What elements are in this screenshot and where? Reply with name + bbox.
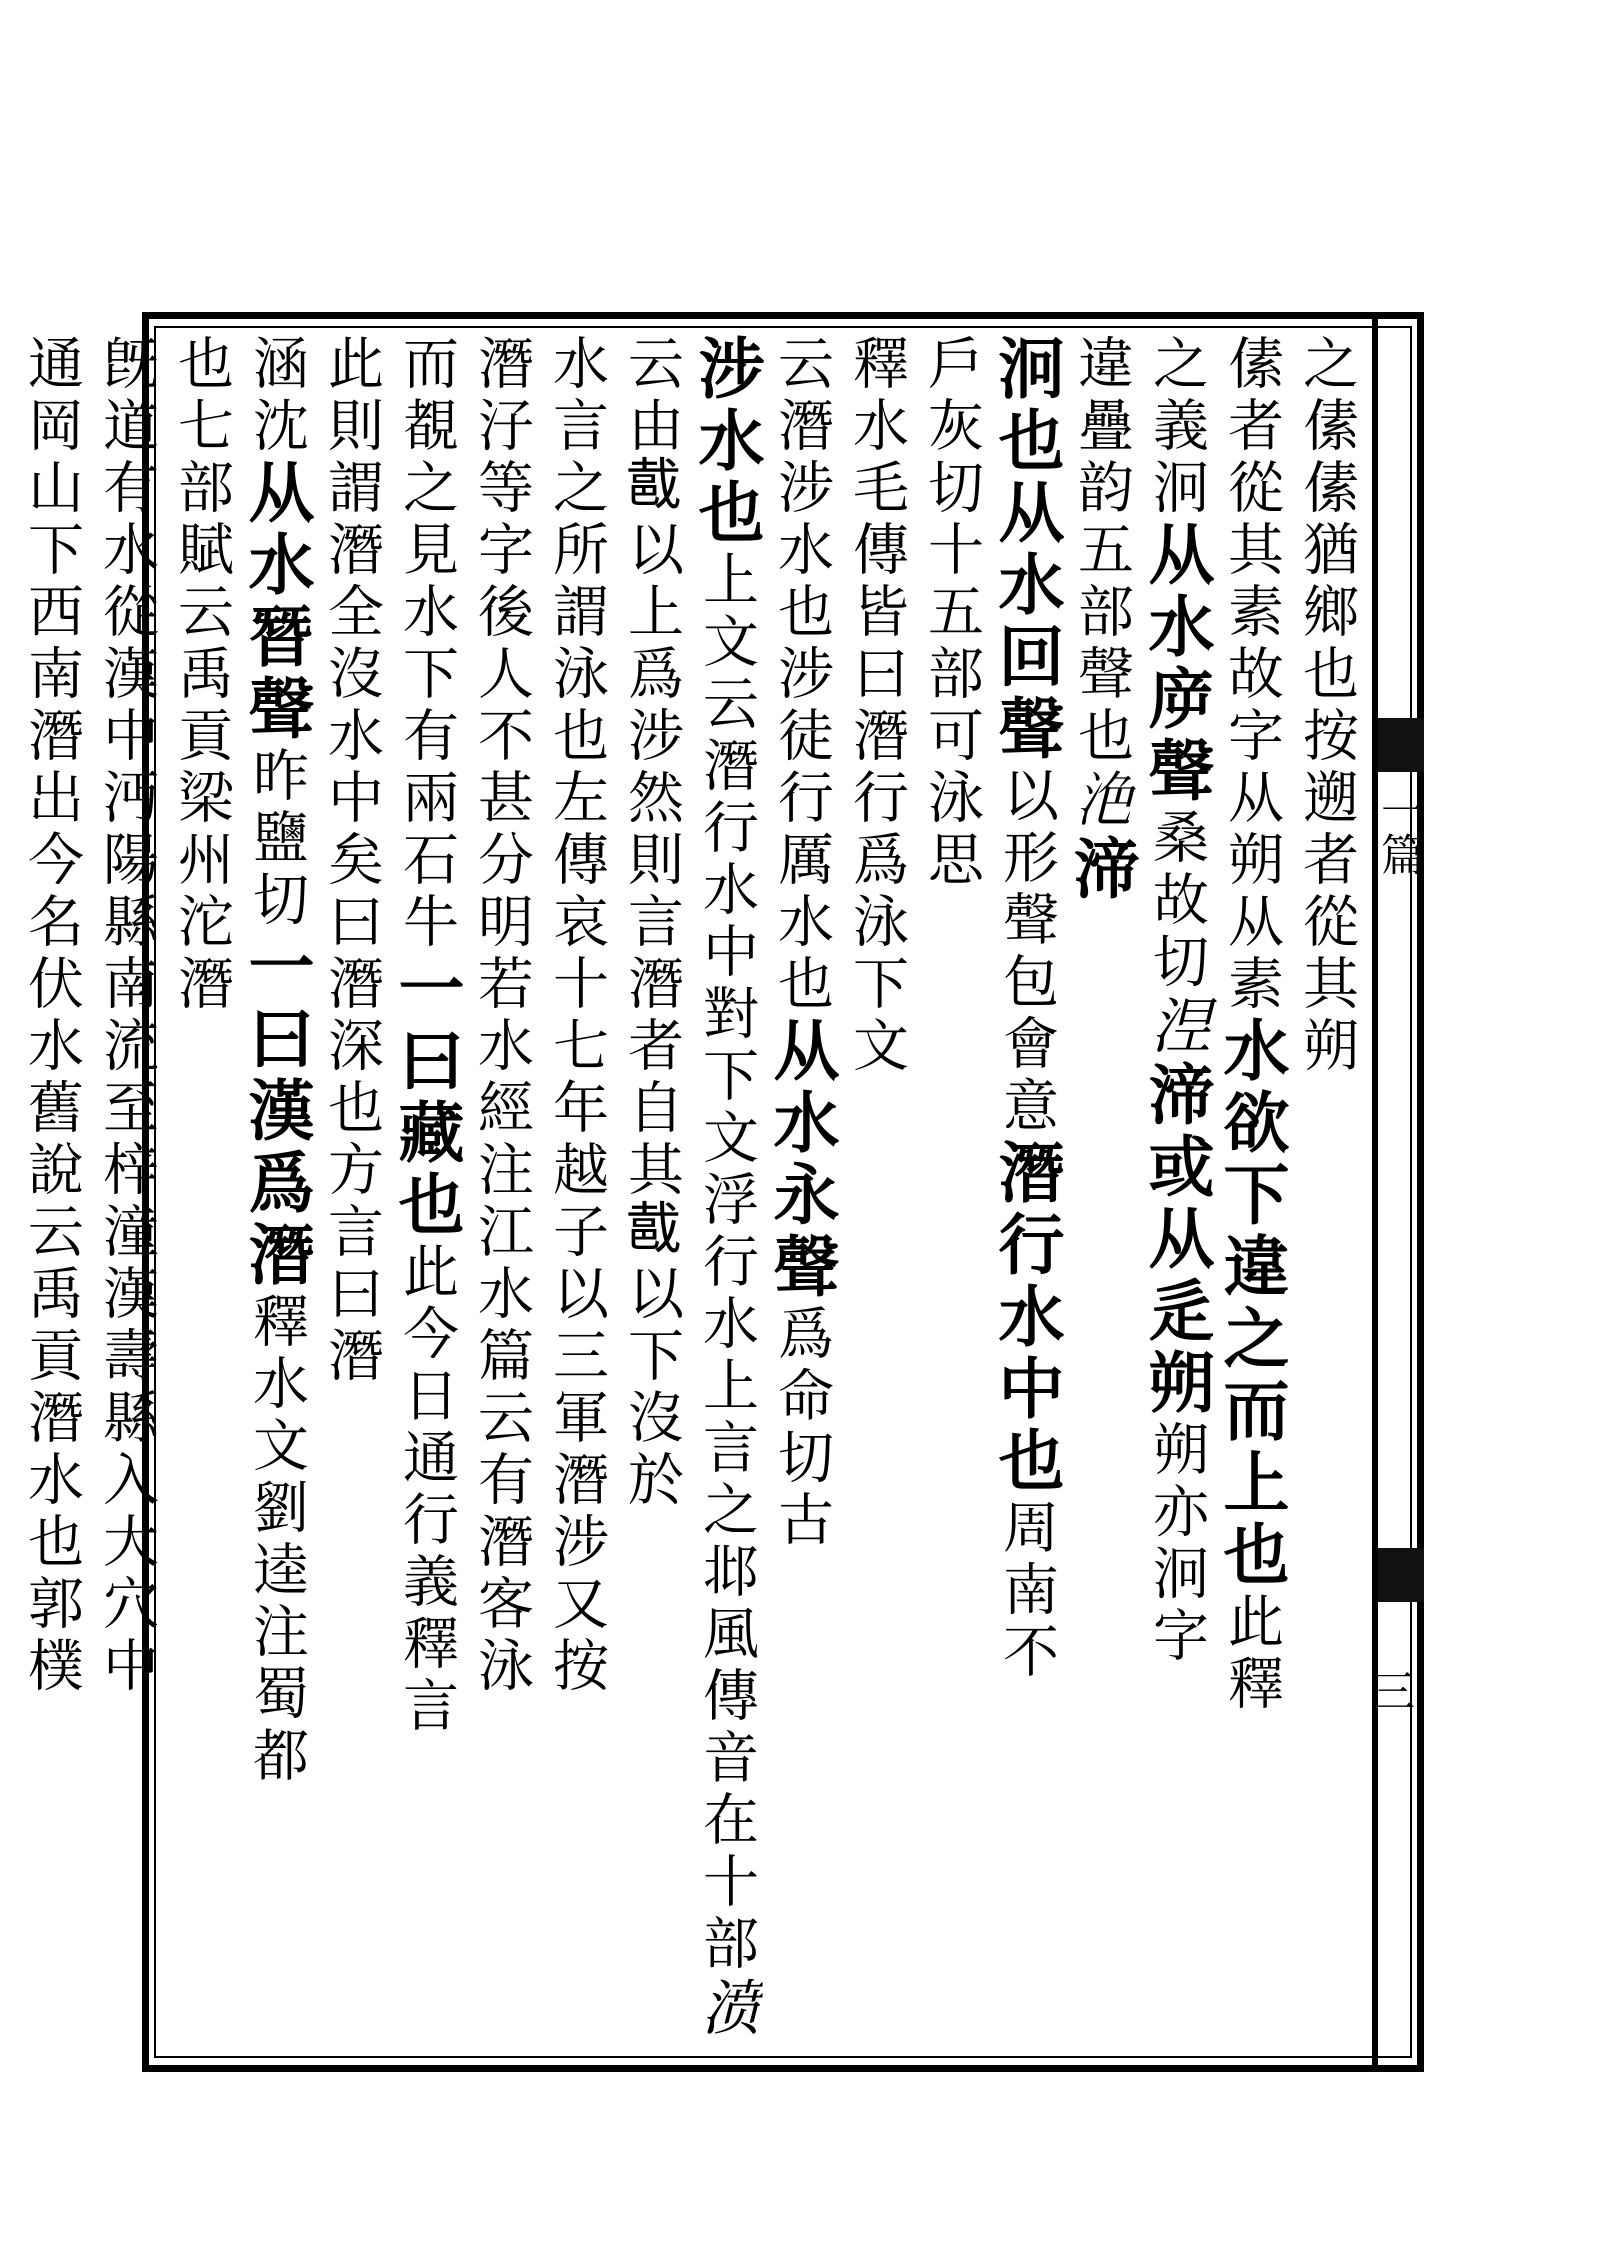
commentary-text: 之義泂 xyxy=(1144,334,1209,520)
text-column xyxy=(314,334,389,2050)
fish-tail-mark-upper xyxy=(1378,718,1424,772)
commentary-text: 違疊韵 xyxy=(1069,334,1134,520)
seal-script-glyph: 𣴊 xyxy=(1066,768,1136,834)
text-column xyxy=(539,334,614,2050)
commentary-text: 以形聲包會意 xyxy=(994,766,1059,1138)
text-column xyxy=(1064,334,1139,2050)
margin-section-label: 一篇 xyxy=(1373,788,1424,876)
headword-text: 泂也从水回聲 xyxy=(987,334,1065,766)
commentary-text: 賦云禹貢梁州沱潛 xyxy=(169,520,234,1016)
text-column xyxy=(764,334,839,2050)
text-column xyxy=(689,334,764,2050)
text-column xyxy=(239,334,314,2050)
commentary-text: 泂字 xyxy=(1144,1544,1209,1668)
text-column xyxy=(989,334,1064,2050)
text-column xyxy=(89,334,164,2050)
text-columns xyxy=(19,334,1364,2050)
commentary-text: 而覩之見水下有兩石牛 xyxy=(394,334,459,954)
commentary-text: 音在十部 xyxy=(694,1728,759,1976)
fish-tail-mark-lower xyxy=(1378,1548,1424,1602)
commentary-text: 曰潛深也方言曰潛 xyxy=(319,892,384,1388)
commentary-text: 朔亦 xyxy=(1144,1420,1209,1544)
text-column xyxy=(614,334,689,2050)
commentary-text: 潛汓等字後人不甚分明若水經注江水篇云有潛客泳 xyxy=(469,334,534,1698)
commentary-text: 此今日通行義釋言 xyxy=(394,1242,459,1738)
commentary-text: 戶灰切十五部 xyxy=(919,334,984,706)
headword-text: 一曰藏也 xyxy=(387,954,465,1242)
headword-text: 渧 xyxy=(1062,834,1140,906)
center-margin xyxy=(1363,318,1424,2066)
text-column xyxy=(464,334,539,2050)
headword-text: 渧或从辵朔 xyxy=(1137,1060,1215,1420)
commentary-text: 七部 xyxy=(169,396,234,520)
commentary-text: 旣道有水從漢中沔陽縣南流至梓潼漢壽縣入大穴中 xyxy=(94,334,159,1698)
commentary-text: 此則謂潛全沒水中矣 xyxy=(319,334,384,892)
commentary-text: 也 xyxy=(169,334,234,396)
headword-text: 从水永聲 xyxy=(762,1016,840,1304)
text-column xyxy=(1289,334,1364,2050)
seal-script-glyph: 𣵀 xyxy=(1141,994,1211,1060)
headword-text: 涉水也 xyxy=(687,334,765,550)
commentary-text: 朔 xyxy=(1294,1016,1359,1078)
commentary-text: 云潛涉水也涉徒行厲水也 xyxy=(769,334,834,1016)
commentary-text: 傃者從其素故字从朔从素 xyxy=(1219,334,1284,1016)
center-margin-rule xyxy=(1372,318,1378,2066)
page-number: 三 xyxy=(1363,1668,1414,1712)
text-column xyxy=(1139,334,1214,2050)
commentary-text: 昨鹽切 xyxy=(244,746,309,932)
text-column xyxy=(839,334,914,2050)
headword-text: 一曰漢爲潛 xyxy=(237,932,315,1292)
text-column xyxy=(164,334,239,2050)
commentary-text: 之傃傃猶鄉也按遡者從其 xyxy=(1294,334,1359,1016)
commentary-text: 桑故切 xyxy=(1144,808,1209,994)
headword-text: 水欲下違之而上也 xyxy=(1212,1016,1290,1592)
commentary-text: 此釋 xyxy=(1219,1592,1284,1716)
commentary-text: 上文云潛行水中對下文浮行水上言之邶風傳 xyxy=(694,550,759,1728)
text-column xyxy=(1214,334,1289,2050)
headword-text: 潛行水中也 xyxy=(987,1138,1065,1498)
commentary-text: 釋水毛傳皆曰潛行爲泳下文 xyxy=(844,334,909,1078)
headword-text: 从水㡿聲 xyxy=(1137,520,1215,808)
commentary-text: 聲也 xyxy=(1069,644,1134,768)
seal-script-glyph: 𣸣 xyxy=(691,1976,761,2042)
text-column xyxy=(389,334,464,2050)
text-column xyxy=(14,334,89,2050)
commentary-text: 周南不 xyxy=(994,1498,1059,1684)
commentary-text: 釋水文劉逵注蜀都 xyxy=(244,1292,309,1788)
commentary-text: 水言之所謂泳也左傳哀十七年越子以三軍潛涉又按 xyxy=(544,334,609,1698)
commentary-text: 可泳思 xyxy=(919,706,984,892)
commentary-text: 五部 xyxy=(1069,520,1134,644)
commentary-text: 通岡山下西南潛出今名伏水舊說云禹貢潛水也郭樸 xyxy=(19,334,84,1698)
headword-text: 从水朁聲 xyxy=(237,458,315,746)
text-column xyxy=(914,334,989,2050)
commentary-text: 涵沈 xyxy=(244,334,309,458)
commentary-text: 爲命切古 xyxy=(769,1304,834,1552)
commentary-text: 云由𨚵以上爲涉然則言潛者自其𨚵以下沒於 xyxy=(619,334,684,1512)
